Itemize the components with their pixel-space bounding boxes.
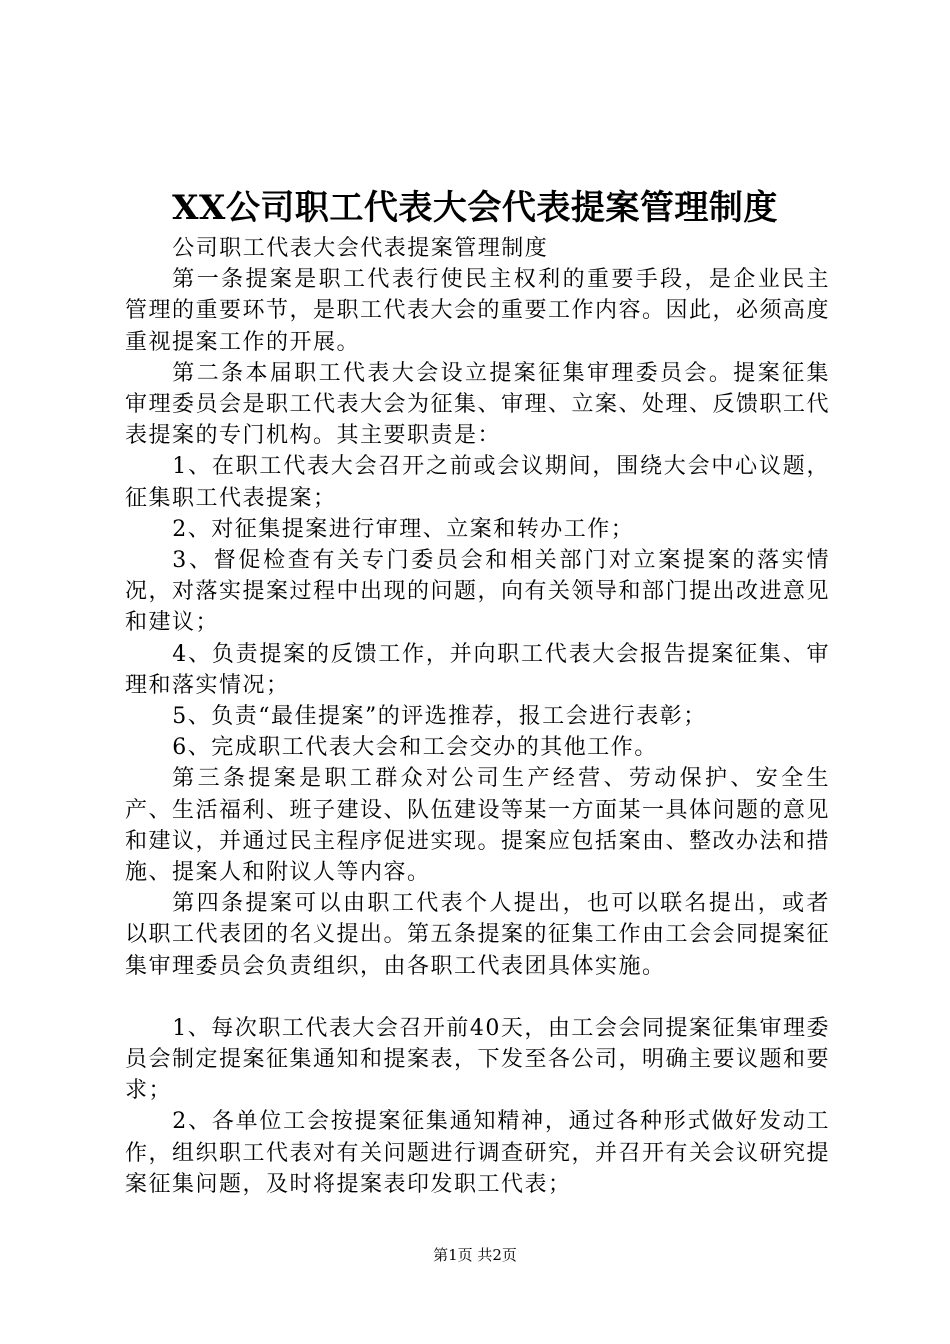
paragraph-article-3: 第三条提案是职工群众对公司生产经营、劳动保护、安全生产、生活福利、班子建设、队伍建设等某一方面某一具体问题的意见和建议，并通过民主程序促进实现。提案应包括案由、整改办法和措施、提案人和附议人等内容。 [125,766,831,886]
paragraph-step-1: 1、每次职工代表大会召开前40天，由工会会同提案征集审理委员会制定提案征集通知和提案表，下发至各公司，明确主要议题和要求； [125,1015,831,1104]
page-footer: 第1页 共2页 [433,1246,517,1264]
paragraph-duty-4: 4、负责提案的反馈工作，并向职工代表大会报告提案征集、审理和落实情况； [125,641,830,698]
paragraph-article-4-5: 第四条提案可以由职工代表个人提出，也可以联名提出，或者以职工代表团的名义提出。第五条提案的征集工作由工会会同提案征集审理委员会负责组织，由各职工代表团具体实施。 [125,891,831,979]
paragraph-step-2: 2、各单位工会按提案征集通知精神，通过各种形式做好发动工作，组织职工代表对有关问题进行调查研究，并召开有关会议研究提案征集问题，及时将提案表印发职工代表； [125,1109,831,1197]
paragraph-article-2: 第二条本届职工代表大会设立提案征集审理委员会。提案征集审理委员会是职工代表大会为征集、审理、立案、处理、反馈职工代表提案的专门机构。其主要职责是： [125,360,831,449]
paragraph-duty-1: 1、在职工代表大会召开之前或会议期间，围绕大会中心议题，征集职工代表提案； [125,454,830,511]
paragraph-duty-2: 2、对征集提案进行审理、立案和转办工作； [172,516,635,542]
document-title: XX公司职工代表大会代表提案管理制度 [172,188,778,228]
paragraph-duty-3: 3、督促检查有关专门委员会和相关部门对立案提案的落实情况，对落实提案过程中出现的问题，向有关领导和部门提出改进意见和建议； [125,548,831,636]
paragraph-duty-5: 5、负责“最佳提案”的评选推荐，报工会进行表彰； [172,704,707,730]
paragraph-subtitle: 公司职工代表大会代表提案管理制度 [172,236,549,261]
paragraph-spacer [125,982,830,1013]
paragraph-article-1: 第一条提案是职工代表行使民主权利的重要手段，是企业民主管理的重要环节，是职工代表大会的重要工作内容。因此，必须高度重视提案工作的开展。 [125,267,831,355]
paragraph-duty-6: 6、完成职工代表大会和工会交办的其他工作。 [172,735,658,761]
document-body [125,233,830,1200]
